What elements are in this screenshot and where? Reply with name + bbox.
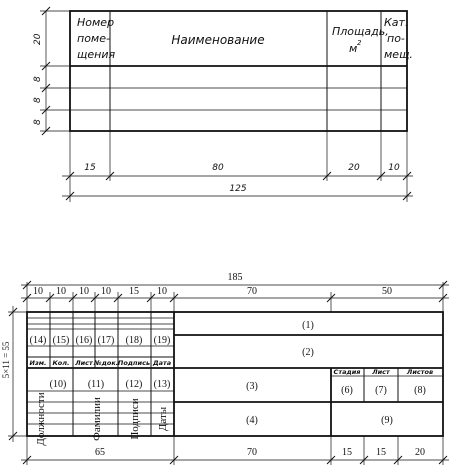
header-category-line1: Кат. xyxy=(384,16,409,29)
tb-label-list: Лист xyxy=(75,359,93,367)
tb-dim-c6: 10 xyxy=(157,286,167,297)
tb-dim-c2: 10 xyxy=(56,286,66,297)
tb-label-izm: Изм. xyxy=(29,359,47,367)
header-category-line2: по- xyxy=(387,32,405,45)
tb-field-10: (10) xyxy=(49,379,67,390)
tb-dim-c8: 50 xyxy=(382,286,392,297)
tb-dim-bottom-b3: 20 xyxy=(415,447,425,458)
tb-field-6: (6) xyxy=(341,385,353,396)
tb-field-19: (19) xyxy=(153,335,171,346)
tb-dim-bottom-mid: 70 xyxy=(247,447,257,458)
tb-dim-bottom-b1: 15 xyxy=(342,447,352,458)
tb-label-sheets: Листов xyxy=(406,368,434,376)
tb-label-data: Дата xyxy=(152,359,172,367)
dim-col3: 20 xyxy=(348,163,360,173)
tb-field-15: (15) xyxy=(52,335,70,346)
header-room-no-line2: поме- xyxy=(77,32,110,45)
dim-row2: 8 xyxy=(33,97,43,103)
header-area-line2: м xyxy=(349,42,358,55)
dim-row1: 8 xyxy=(33,76,43,82)
title-block xyxy=(1,272,449,465)
header-area-superscript: 2 xyxy=(357,39,362,47)
header-room-no-line1: Номер xyxy=(77,16,115,29)
tb-vlabel-podpisi: Подписи xyxy=(129,398,141,440)
tb-dim-c7: 70 xyxy=(247,286,257,297)
tb-dim-bottom-left: 65 xyxy=(95,447,105,458)
tb-field-4: (4) xyxy=(246,415,258,426)
tb-label-sheet: Лист xyxy=(372,368,390,376)
tb-field-7: (7) xyxy=(375,385,387,396)
header-category-line3: мещ. xyxy=(384,48,413,61)
dim-total: 125 xyxy=(229,184,247,194)
tb-field-1: (1) xyxy=(302,320,314,331)
dim-row3: 8 xyxy=(33,119,43,125)
tb-field-12: (12) xyxy=(125,379,143,390)
tb-dim-side: 5×11 = 55 xyxy=(1,341,11,379)
tb-label-stadiya: Стадия xyxy=(333,368,361,376)
tb-dim-total: 185 xyxy=(227,272,243,283)
header-name: Наименование xyxy=(171,33,265,47)
tb-label-podpis: Подпись xyxy=(117,359,151,367)
dim-col1: 15 xyxy=(84,163,96,173)
tb-dim-c1: 10 xyxy=(33,286,43,297)
tb-dim-c5: 15 xyxy=(129,286,139,297)
tb-field-8: (8) xyxy=(414,385,426,396)
tb-dim-c4: 10 xyxy=(101,286,111,297)
tb-label-ndok: №док. xyxy=(93,359,119,367)
tb-dim-bottom-b2: 15 xyxy=(376,447,386,458)
tb-field-9: (9) xyxy=(381,415,393,426)
tb-field-14: (14) xyxy=(29,335,47,346)
tb-vlabel-daty: Даты xyxy=(157,406,169,432)
tb-field-17: (17) xyxy=(97,335,115,346)
tb-field-2: (2) xyxy=(302,347,314,358)
tb-field-18: (18) xyxy=(125,335,143,346)
dim-col4: 10 xyxy=(388,163,400,173)
tb-field-3: (3) xyxy=(246,381,258,392)
tb-field-11: (11) xyxy=(87,379,105,390)
dim-col2: 80 xyxy=(212,163,224,173)
tb-field-13: (13) xyxy=(153,379,171,390)
dim-header-height: 20 xyxy=(33,33,43,45)
room-schedule-table xyxy=(33,7,413,202)
tb-dim-c3: 10 xyxy=(79,286,89,297)
header-area-line1: Площадь, xyxy=(332,25,389,38)
header-room-no-line3: щения xyxy=(77,48,116,61)
tb-vlabel-familii: Фамилии xyxy=(91,397,103,441)
tb-label-kol: Кол. xyxy=(52,359,70,367)
tb-field-16: (16) xyxy=(75,335,93,346)
tb-vlabel-dolzhnosti: Должности xyxy=(35,392,47,446)
